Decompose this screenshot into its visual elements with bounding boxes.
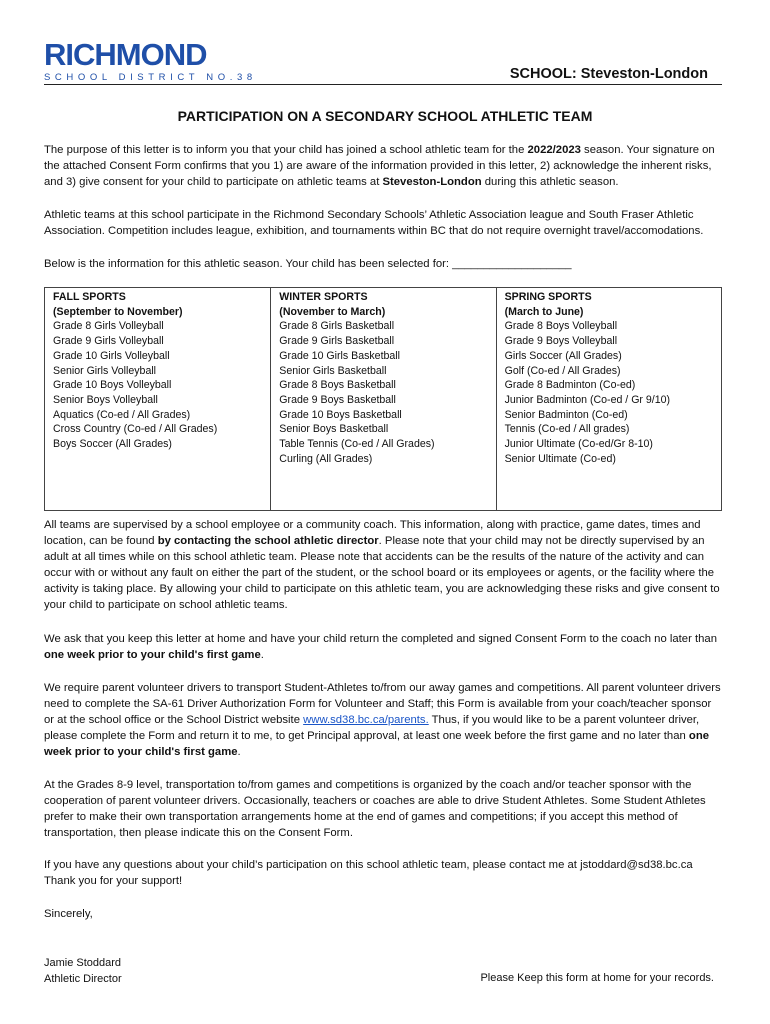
school-name: SCHOOL: Steveston-London bbox=[509, 66, 708, 82]
supervision-text-2: . Please note that your child may not be directly supervised by an adult at all times while on this school athletic team. Please note that accidents can be the results of the nature of the activity and can occur with or without any fault on either the part of the student, or the school board or its employees or agents, or the facility where the activity is taking place. By allowing your child to participate on this athletic team, you are acknowledging these risks and give consent to your child to participate on school athletic teams. bbox=[44, 535, 720, 611]
season-year: 2022/2023 bbox=[527, 144, 581, 156]
sport-item: Senior Badminton (Co-ed) bbox=[504, 408, 628, 421]
signature-block bbox=[44, 955, 122, 987]
keep-letter-bold: one week prior to your child's first game bbox=[44, 649, 261, 661]
questions-text: If you have any questions about your child’s participation on this school athletic team, please contact me at jstoddard@sd38.bc.ca bbox=[44, 859, 693, 871]
sport-item: Junior Ultimate (Co-ed/Gr 8-10) bbox=[504, 438, 653, 451]
sport-item: Senior Boys Basketball bbox=[279, 423, 389, 436]
sport-item: Aquatics (Co-ed / All Grades) bbox=[53, 408, 191, 421]
intro-text-3: during this athletic season. bbox=[481, 176, 619, 188]
winter-sports-column bbox=[270, 288, 495, 510]
association-paragraph: Athletic teams at this school participate in the Richmond Secondary Schools’ Athletic Association league and South Fraser Athletic Association. Competition includes league, exhibition, and tournaments within BC that do not require overnight travel/accomodations. bbox=[44, 209, 704, 237]
sport-item: Grade 8 Girls Volleyball bbox=[53, 320, 164, 333]
spring-sports-period: (March to June) bbox=[504, 305, 584, 318]
sport-item: Girls Soccer (All Grades) bbox=[504, 349, 622, 362]
sport-item: Curling (All Grades) bbox=[279, 452, 373, 465]
thanks-text: Thank you for your support! bbox=[44, 875, 183, 887]
winter-sports-period: (November to March) bbox=[279, 305, 386, 318]
fall-sports-column bbox=[45, 288, 270, 510]
header-divider bbox=[44, 84, 722, 85]
footer-note: Please Keep this form at home for your records. bbox=[480, 972, 714, 984]
sports-table bbox=[44, 287, 722, 511]
sport-item: Cross Country (Co-ed / All Grades) bbox=[53, 423, 218, 436]
keep-letter-paragraph bbox=[44, 631, 724, 663]
fall-sports-list bbox=[53, 319, 262, 451]
intro-text-2: season. Your signature on the attached Consent Form confirms that you 1) are aware of the information provided in this letter, 2) acknowledge the inherent risks, and 3) give consent for your child to participate on athletic teams at bbox=[44, 144, 715, 188]
sport-item: Tennis (Co-ed / All grades) bbox=[504, 423, 630, 436]
sport-item: Golf (Co-ed / All Grades) bbox=[504, 364, 621, 377]
logo-wordmark: RICHMOND bbox=[44, 37, 207, 72]
sport-item: Junior Badminton (Co-ed / Gr 9/10) bbox=[504, 393, 671, 406]
fall-sports-period: (September to November) bbox=[53, 305, 183, 318]
winter-sports-list bbox=[279, 319, 487, 466]
keep-letter-text-2: . bbox=[260, 649, 264, 661]
logo-subtitle: SCHOOL DISTRICT NO.38 bbox=[44, 72, 257, 83]
district-website-link[interactable]: www.sd38.bc.ca/parents. bbox=[303, 714, 429, 726]
signature-name: Jamie Stoddard bbox=[44, 957, 122, 969]
sport-item: Senior Boys Volleyball bbox=[53, 393, 158, 406]
sport-item: Grade 8 Girls Basketball bbox=[279, 320, 395, 333]
spring-sports-column bbox=[496, 288, 721, 510]
intro-text-1: The purpose of this letter is to inform you that your child has joined a school athletic team for the bbox=[44, 144, 528, 156]
sport-item: Senior Ultimate (Co-ed) bbox=[504, 452, 616, 465]
sport-item: Grade 8 Badminton (Co-ed) bbox=[504, 379, 636, 392]
sport-item: Grade 9 Boys Basketball bbox=[279, 393, 396, 406]
intro-paragraph bbox=[44, 142, 724, 190]
sport-item: Grade 8 Boys Volleyball bbox=[504, 320, 618, 333]
sport-item: Senior Girls Volleyball bbox=[53, 364, 157, 377]
sport-item: Grade 10 Girls Volleyball bbox=[53, 349, 170, 362]
drivers-text-2: Thus, if you would like to be a parent volunteer driver, please complete the Form and return it to me, to get Principal approval, at least one week before the first game and no later than bbox=[44, 714, 700, 742]
drivers-bold: one week prior to your child's first game bbox=[44, 730, 710, 758]
sport-item: Grade 9 Girls Volleyball bbox=[53, 335, 164, 348]
sport-item: Boys Soccer (All Grades) bbox=[53, 438, 172, 451]
supervision-paragraph bbox=[44, 517, 724, 613]
sport-item: Grade 9 Girls Basketball bbox=[279, 335, 395, 348]
district-logo bbox=[44, 37, 257, 84]
sport-item: Grade 10 Boys Basketball bbox=[279, 408, 402, 421]
page-title: PARTICIPATION ON A SECONDARY SCHOOL ATHLETIC TEAM bbox=[177, 108, 593, 124]
fall-sports-title: FALL SPORTS bbox=[53, 291, 126, 303]
sport-item: Senior Girls Basketball bbox=[279, 364, 387, 377]
drivers-text-1: We require parent volunteer drivers to transport Student-Athletes to/from our away games and competitions. All parent volunteer drivers need to complete the SA-61 Driver Authorization Form for Volunteer and Staff; this Form is available from your coach/teacher sponsor or at the school office or the School District website bbox=[44, 682, 721, 726]
sport-item: Grade 9 Boys Volleyball bbox=[504, 335, 618, 348]
spring-sports-title: SPRING SPORTS bbox=[504, 291, 592, 303]
closing: Sincerely, bbox=[44, 908, 93, 920]
sport-item: Grade 10 Boys Volleyball bbox=[53, 379, 172, 392]
sport-item: Table Tennis (Co-ed / All Grades) bbox=[279, 438, 435, 451]
sport-item: Grade 8 Boys Basketball bbox=[279, 379, 396, 392]
selected-for-line: Below is the information for this athletic season. Your child has been selected for: ___________________ bbox=[44, 258, 572, 270]
signature-role: Athletic Director bbox=[44, 973, 122, 985]
spring-sports-list bbox=[505, 319, 713, 466]
questions-paragraph bbox=[44, 857, 724, 889]
supervision-bold: by contacting the school athletic director bbox=[157, 535, 379, 547]
intro-school: Steveston-London bbox=[382, 176, 482, 188]
transport-paragraph: At the Grades 8-9 level, transportation to/from games and competitions is organized by the coach and/or teacher sponsor with the cooperation of parent volunteer drivers. Occasionally, teachers or coaches are able to drive Student Athletes. Some Student Athletes prefer to make their own transportation arrangements home at the end of games and competitions; if you accept this method of transportation, then please indicate this on the Consent Form. bbox=[44, 779, 706, 839]
keep-letter-text-1: We ask that you keep this letter at home and have your child return the completed and signed Consent Form to the coach no later than bbox=[44, 633, 717, 645]
drivers-text-3: . bbox=[237, 746, 241, 758]
sport-item: Grade 10 Girls Basketball bbox=[279, 349, 401, 362]
drivers-paragraph bbox=[44, 680, 724, 760]
winter-sports-title: WINTER SPORTS bbox=[279, 291, 368, 303]
supervision-text-1: All teams are supervised by a school employee or a community coach. This information, along with practice, game dates, times and location, can be found bbox=[44, 519, 701, 547]
